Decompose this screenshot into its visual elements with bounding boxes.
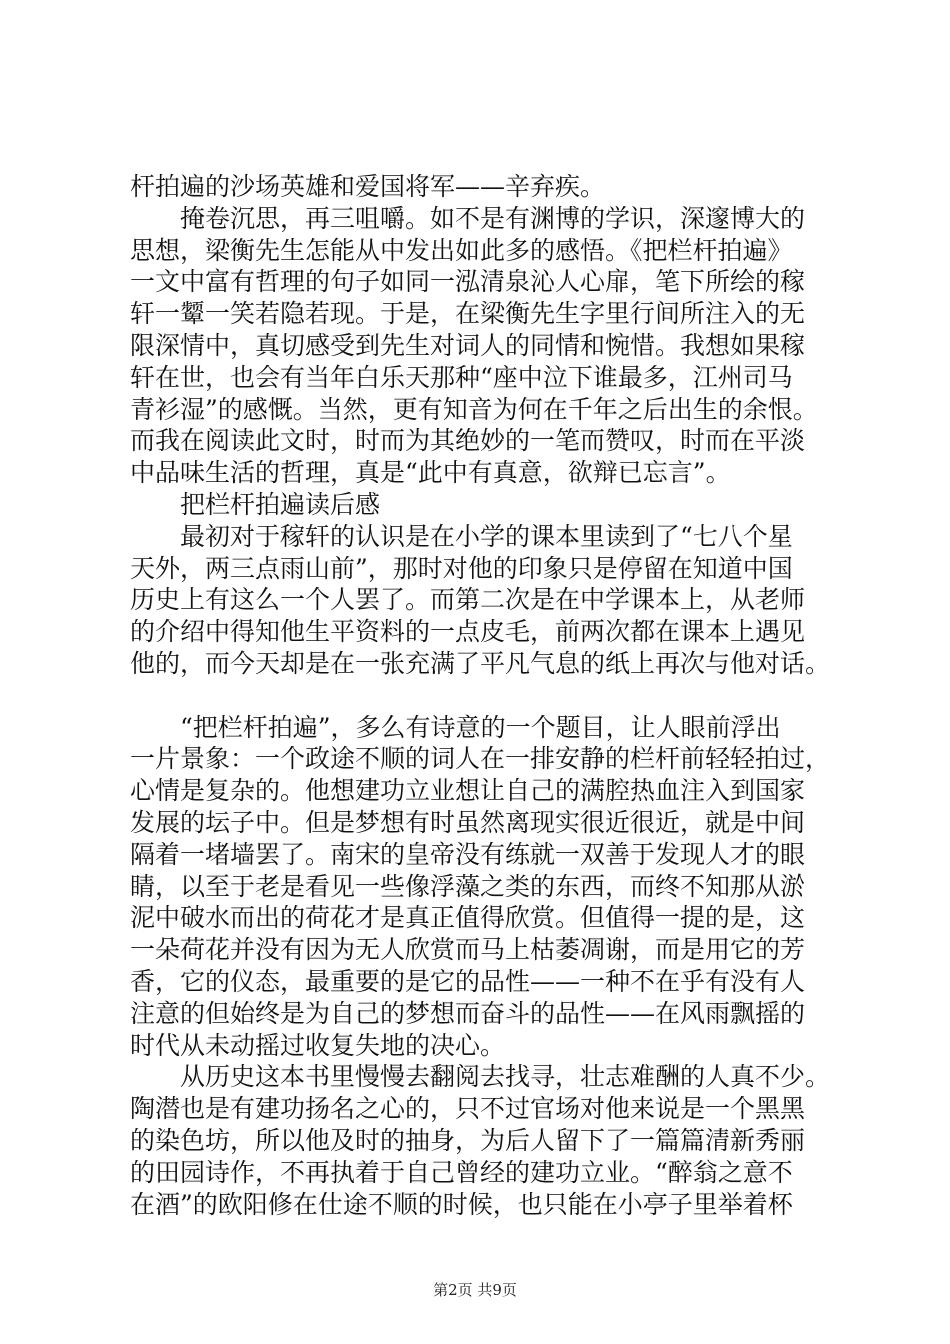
text-line: 青衫湿”的感慨。当然，更有知音为何在千年之后出生的余恨。 bbox=[130, 394, 818, 424]
text-line: 隔着一堵墙罢了。南宋的皇帝没有练就一双善于发现人才的眼 bbox=[130, 839, 806, 869]
text-line: 一文中富有哲理的句子如同一泓清泉沁人心扉，笔下所绘的稼 bbox=[130, 267, 806, 297]
text-line: 陶潜也是有建功扬名之心的，只不过官场对他来说是一个黑黑 bbox=[130, 1094, 806, 1124]
text-line: 一片景象：一个政途不顺的词人在一排安静的栏杆前轻轻拍过， bbox=[130, 744, 831, 774]
text-line: 思想，梁衡先生怎能从中发出如此多的感悟。《把栏杆拍遍》 bbox=[130, 235, 793, 265]
text-line: 限深情中，真切感受到先生对词人的同情和惋惜。我想如果稼 bbox=[130, 330, 806, 360]
text-line: “把栏杆拍遍”，多么有诗意的一个题目，让人眼前浮出 bbox=[180, 712, 781, 742]
text-line: 的染色坊，所以他及时的抽身，为后人留下了一篇篇清新秀丽 bbox=[130, 1125, 806, 1155]
text-line: 睛，以至于老是看见一些像浮藻之类的东西，而终不知那从淤 bbox=[130, 871, 806, 901]
paragraph-gap bbox=[130, 680, 850, 712]
text-line: 发展的坛子中。但是梦想有时虽然离现实很近很近，就是中间 bbox=[130, 807, 806, 837]
text-line: 在酒”的欧阳修在仕途不顺的时候，也只能在小亭子里举着杯 bbox=[130, 1189, 793, 1219]
text-line: 最初对于稼轩的认识是在小学的课本里读到了“七八个星 bbox=[180, 521, 793, 551]
text-line: 时代从未动摇过收复失地的决心。 bbox=[130, 1030, 506, 1060]
page-number-footer: 第2页 共9页 bbox=[433, 1281, 517, 1299]
text-line: 轩一颦一笑若隐若现。于是，在梁衡先生字里行间所注入的无 bbox=[130, 299, 806, 329]
text-line: 天外，两三点雨山前”，那时对他的印象只是停留在知道中国 bbox=[130, 553, 793, 583]
text-line: 一朵荷花并没有因为无人欣赏而马上枯萎凋谢，而是用它的芳 bbox=[130, 935, 806, 965]
text-line: 的田园诗作，不再执着于自己曾经的建功立业。“醉翁之意不 bbox=[130, 1157, 793, 1187]
text-line: 从历史这本书里慢慢去翻阅去找寻，壮志难酬的人真不少。 bbox=[180, 1062, 831, 1092]
text-line: 泥中破水而出的荷花才是真正值得欣赏。但值得一提的是，这 bbox=[130, 903, 806, 933]
body-text bbox=[130, 171, 850, 1220]
text-line: 心情是复杂的。他想建功立业想让自己的满腔热血注入到国家 bbox=[130, 776, 806, 806]
text-line: 而我在阅读此文时，时而为其绝妙的一笔而赞叹，时而在平淡 bbox=[130, 426, 806, 456]
section-title: 把栏杆拍遍读后感 bbox=[180, 489, 381, 519]
text-line: 历史上有这么一个人罢了。而第二次是在中学课本上，从老师 bbox=[130, 585, 806, 615]
text-line: 注意的但始终是为自己的梦想而奋斗的品性——在风雨飘摇的 bbox=[130, 998, 806, 1028]
text-line: 香，它的仪态，最重要的是它的品性——一种不在乎有没有人 bbox=[130, 966, 806, 996]
text-line: 中品味生活的哲理，真是“此中有真意，欲辩已忘言”。 bbox=[130, 458, 731, 488]
text-line: 轩在世，也会有当年白乐天那种“座中泣下谁最多，江州司马 bbox=[130, 362, 793, 392]
text-line: 掩卷沉思，再三咀嚼。如不是有渊博的学识，深邃博大的 bbox=[180, 203, 806, 233]
text-line: 杆拍遍的沙场英雄和爱国将军——辛弃疾。 bbox=[130, 172, 606, 201]
text-line: 他的，而今天却是在一张充满了平凡气息的纸上再次与他对话。 bbox=[130, 648, 831, 678]
text-line: 的介绍中得知他生平资料的一点皮毛，前两次都在课本上遇见 bbox=[130, 617, 806, 647]
